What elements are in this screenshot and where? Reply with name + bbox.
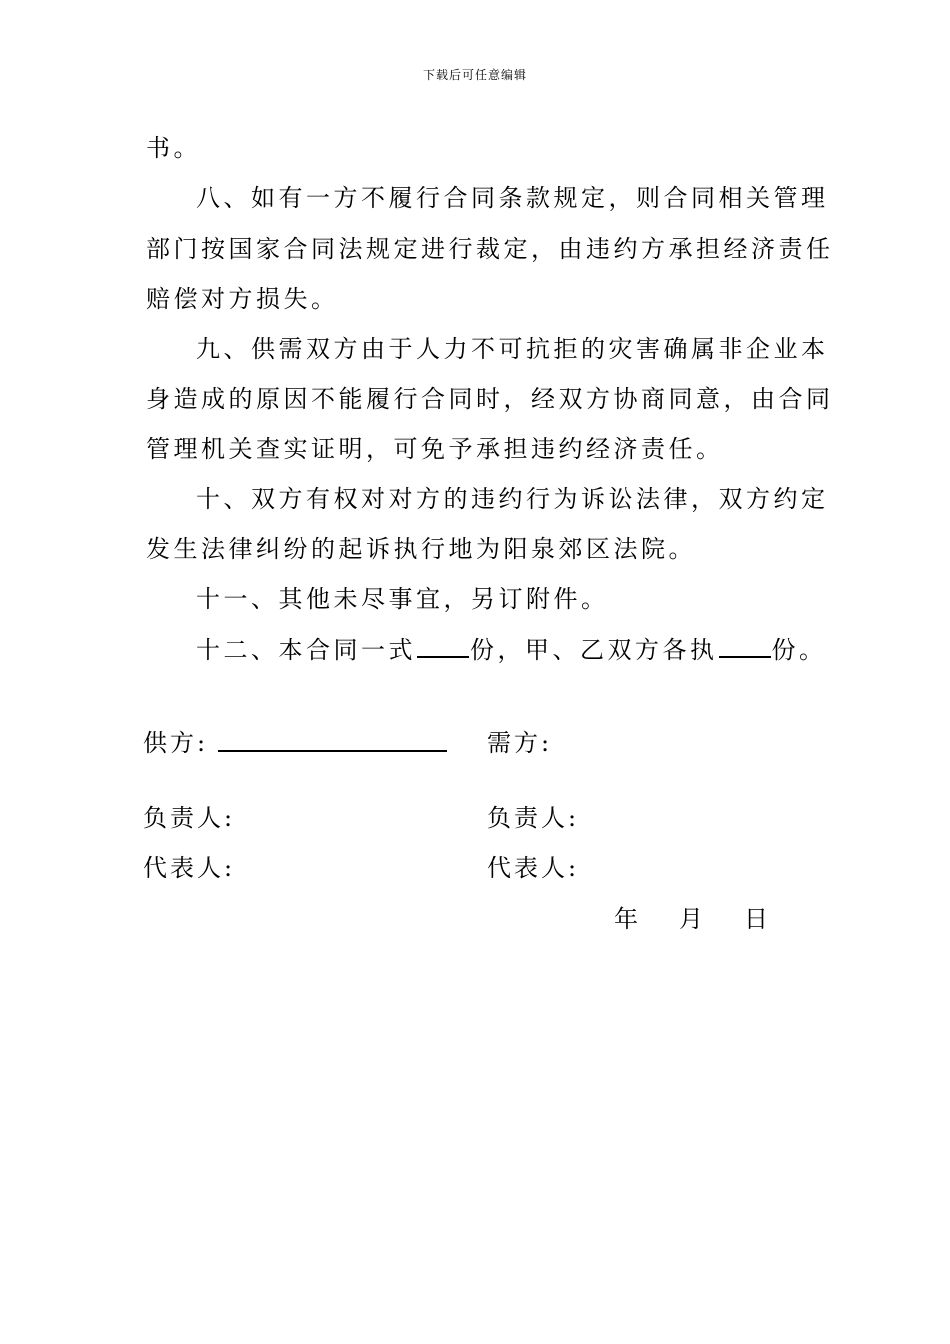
clause-12-part-a: 十二、本合同一式 bbox=[196, 636, 416, 664]
clause-10-line-2: 发生法律纠纷的起诉执行地为阳泉郊区法院。 bbox=[146, 535, 696, 563]
clause-8-line-1: 八、如有一方不履行合同条款规定，则合同相关管理 bbox=[196, 184, 829, 212]
date-year: 年 bbox=[614, 905, 638, 933]
clause-9-line-2: 身造成的原因不能履行合同时，经双方协商同意，由合同 bbox=[146, 385, 834, 413]
clause-11: 十一、其他未尽事宜，另订附件。 bbox=[196, 585, 609, 613]
paragraph-line: 书。 bbox=[146, 134, 201, 162]
clause-9-line-3: 管理机关查实证明，可免予承担违约经济责任。 bbox=[146, 435, 724, 463]
supplier-rep-label: 代表人: bbox=[143, 854, 236, 882]
clause-12-part-c: 份。 bbox=[771, 636, 827, 664]
copies-each-blank bbox=[719, 634, 771, 658]
clause-8-line-3: 赔偿对方损失。 bbox=[146, 285, 339, 313]
buyer-label: 需方: bbox=[487, 729, 553, 757]
clause-9-line-1: 九、供需双方由于人力不可抗拒的灾害确属非企业本 bbox=[196, 335, 829, 363]
supplier-responsible-label: 负责人: bbox=[143, 804, 236, 832]
date-month: 月 bbox=[679, 905, 703, 933]
supplier-name-blank bbox=[218, 750, 447, 752]
buyer-responsible-label: 负责人: bbox=[487, 804, 580, 832]
date-day: 日 bbox=[744, 905, 768, 933]
clause-12 bbox=[196, 634, 860, 665]
supplier-label: 供方: bbox=[143, 729, 209, 757]
copies-total-blank bbox=[417, 634, 469, 658]
clause-10-line-1: 十、双方有权对对方的违约行为诉讼法律，双方约定 bbox=[196, 485, 829, 513]
buyer-rep-label: 代表人: bbox=[487, 854, 580, 882]
clause-8-line-2: 部门按国家合同法规定进行裁定，由违约方承担经济责任 bbox=[146, 235, 834, 263]
clause-12-part-b: 份，甲、乙双方各执 bbox=[470, 636, 718, 664]
header-note: 下载后可任意编辑 bbox=[422, 68, 527, 82]
